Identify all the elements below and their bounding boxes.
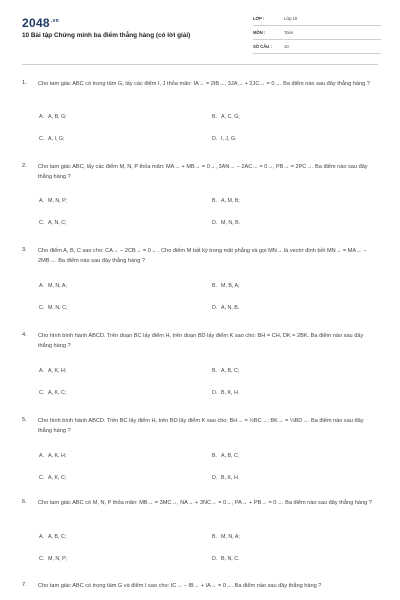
question-number: 1. [22, 80, 27, 86]
question-text: Cho hình bình hành ABCD. Trên đoạn BC lấy điểm H, trên đoạn BD lấy điểm K sao cho: BH = CH, DK = 2BK. Ba điểm nào sau đây thẳng hàng ? [38, 333, 364, 349]
question-text: Cho tam giác ABC có trọng tâm G và điểm I sao cho: IC→ − IB→ + IA→ = 0→. Ba điểm nào sau đây thẳng hàng ? [38, 583, 322, 589]
question-number: 7. [22, 582, 27, 588]
option-a[interactable]: A. A, B, G; [39, 114, 67, 120]
option-a[interactable]: A. M, N, P; [39, 198, 68, 204]
option-b[interactable]: B. A, C, G; [212, 114, 240, 120]
option-c[interactable]: C. A, N, C; [39, 220, 67, 226]
meta-key: SỐ CÂU : [253, 44, 272, 49]
option-b[interactable]: B. A, M, B; [212, 198, 240, 204]
option-d[interactable]: D. M, N, B. [212, 220, 241, 226]
question-number: 5. [22, 417, 27, 423]
meta-row-class [253, 15, 381, 26]
option-c[interactable]: C. M, N, P; [39, 556, 68, 562]
option-b[interactable]: B. A, B, C; [212, 453, 240, 459]
option-a[interactable]: A. M, N, A; [39, 283, 67, 289]
option-b[interactable]: B. M, B, A; [212, 283, 240, 289]
option-c[interactable]: C. A, I, G; [39, 136, 65, 142]
question-number: 3. [22, 247, 27, 253]
meta-key: MÔN : [253, 30, 266, 35]
option-a[interactable]: A. A, B, C; [39, 534, 67, 540]
question-text: Cho hình bình hành ABCD. Trên BC lấy điểm H, trên BD lấy điểm K sao cho: BH→ = ½BC→; BK→ = ⅓BD→. Ba điểm nào sau đây thẳng hàng ? [38, 418, 364, 434]
option-a[interactable]: A. A, K, H; [39, 368, 67, 374]
meta-value: Toán [284, 30, 294, 35]
site-logo[interactable]: $2048^{.vn}$ [22, 16, 60, 30]
meta-value: Lớp 10 [284, 16, 298, 21]
header-divider [22, 64, 378, 65]
question-number: 6. [22, 499, 27, 505]
question-text: Cho tam giác ABC có trọng tâm G, lấy các điểm I, J thỏa mãn: IA→ = 2IB→, 3JA→ + 2JC→ = 0→. Ba điểm nào sau đây thẳng hàng ? [38, 81, 370, 87]
option-d[interactable]: D. I, J, G. [212, 136, 237, 142]
question-number: 4. [22, 332, 27, 338]
meta-info [253, 15, 381, 57]
document-header [0, 0, 400, 62]
option-d[interactable]: D. B, K, H. [212, 390, 240, 396]
question-number: 2. [22, 163, 27, 169]
option-c[interactable]: C. M, N, C; [39, 305, 68, 311]
meta-row-count [253, 43, 381, 54]
option-d[interactable]: D. B, K, H. [212, 475, 240, 481]
meta-key: LỚP : [253, 16, 265, 21]
meta-row-subject [253, 29, 381, 40]
option-c[interactable]: C. A, K, C; [39, 475, 67, 481]
question-text: Cho điểm A, B, C sao cho: CA→ − 2CB→ = 0→ . Cho điểm M bất kỳ trong mặt phẳng và gọi MN→ là vectơ định bởi MN→ = MA→ − 2MB→. Ba điểm nào sau đây thẳng hàng ? [38, 248, 367, 264]
option-d[interactable]: D. B, N, C. [212, 556, 240, 562]
option-b[interactable]: B. M, N, A; [212, 534, 240, 540]
meta-value: 10 [284, 44, 289, 49]
option-d[interactable]: D. A, N, B. [212, 305, 240, 311]
document-title: 10 Bài tập Chứng minh ba điểm thẳng hàng (có lời giải) [22, 32, 191, 39]
option-b[interactable]: B. A, B, C; [212, 368, 240, 374]
option-a[interactable]: A. A, K, H; [39, 453, 67, 459]
question-text: Cho tam giác ABC có M, N, P thỏa mãn: MB→ = 3MC→, NA→ + 3NC→ = 0→, PA→ + PB→ = 0→. Ba điểm nào sau đây thẳng hàng ? [38, 500, 372, 506]
option-c[interactable]: C. A, K, C; [39, 390, 67, 396]
question-text: Cho tam giác ABC, lấy các điểm M, N, P thỏa mãn: MA→ + MB→ = 0→, 3AN→ − 2AC→ = 0→, PB→ = 2PC→. Ba điểm nào sau đây thẳng hàng ? [38, 164, 368, 180]
